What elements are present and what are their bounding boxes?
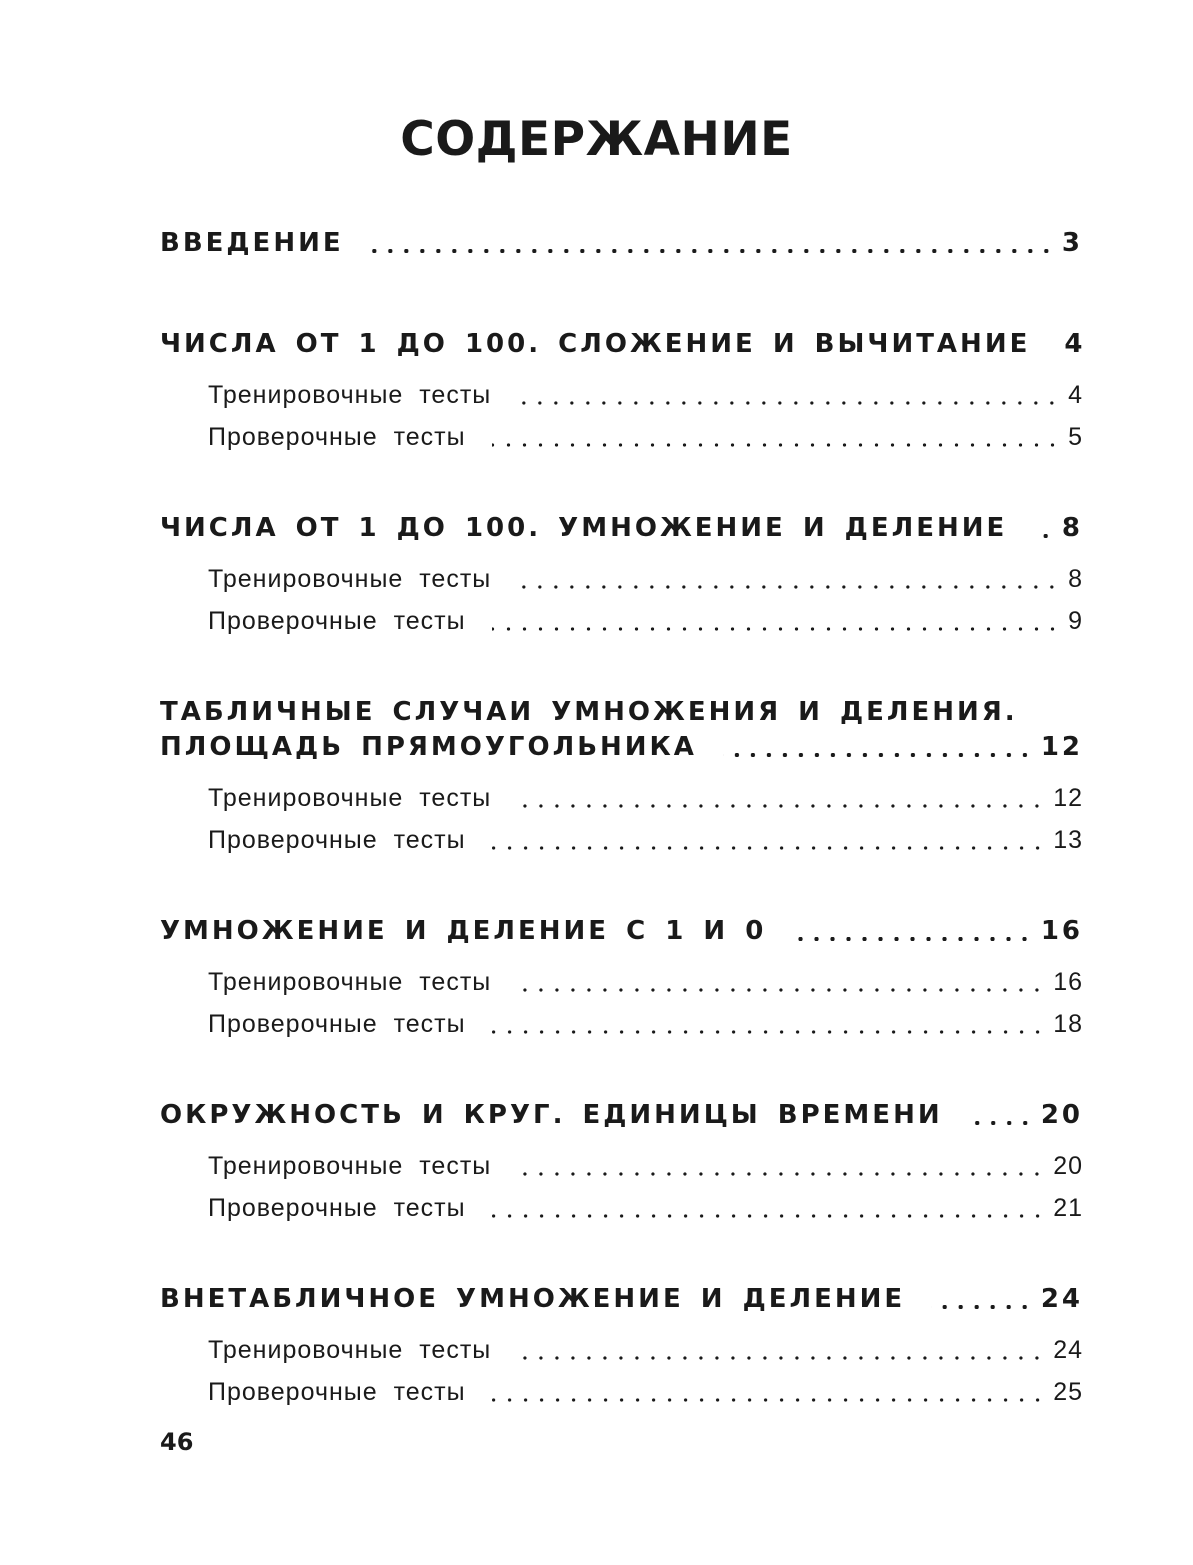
dot-leader <box>492 417 1061 457</box>
dot-leader <box>517 962 1045 1002</box>
toc-entry-intro[interactable] <box>160 223 1083 263</box>
toc-subentry-training[interactable] <box>208 375 1083 415</box>
dot-leader <box>492 1188 1046 1228</box>
toc-subentry-label: Проверочные тесты <box>208 826 492 855</box>
dot-leader <box>492 601 1061 641</box>
toc-subentry-check[interactable] <box>208 1372 1083 1412</box>
dot-leader <box>370 223 1054 263</box>
dot-leader <box>517 1330 1045 1370</box>
toc-section-page: 24 <box>1040 1284 1083 1314</box>
toc-entry-page: 3 <box>1061 228 1083 258</box>
toc-subentry-label: Проверочные тесты <box>208 1194 492 1223</box>
dot-leader <box>931 1279 1033 1319</box>
dot-leader <box>792 911 1033 951</box>
toc-subentry-label: Тренировочные тесты <box>208 381 517 410</box>
toc-subentry-label: Тренировочные тесты <box>208 968 517 997</box>
dot-leader <box>517 1146 1045 1186</box>
toc-section-3-first-line[interactable]: ТАБЛИЧНЫЕ СЛУЧАИ УМНОЖЕНИЯ И ДЕЛЕНИЯ. <box>160 697 1018 727</box>
toc-subentry-label: Тренировочные тесты <box>208 565 517 594</box>
dot-leader <box>492 1372 1046 1412</box>
toc-subentry-page: 8 <box>1068 564 1083 593</box>
toc-subentry-training[interactable] <box>208 962 1083 1002</box>
dot-leader <box>1033 508 1054 548</box>
toc-subentry-page: 21 <box>1053 1193 1083 1222</box>
toc-section-6[interactable] <box>160 1279 1083 1319</box>
toc-subentry-training[interactable] <box>208 1146 1083 1186</box>
page-number: 46 <box>160 1428 194 1456</box>
toc-section-label: ОКРУЖНОСТЬ И КРУГ. ЕДИНИЦЫ ВРЕМЕНИ <box>160 1100 969 1130</box>
toc-section-label: ЧИСЛА ОТ 1 ДО 100. УМНОЖЕНИЕ И ДЕЛЕНИЕ <box>160 513 1033 543</box>
toc-subentry-check[interactable] <box>208 417 1083 457</box>
toc-section-page: 20 <box>1040 1100 1083 1130</box>
toc-section-3[interactable] <box>160 727 1083 767</box>
dot-leader <box>517 559 1060 599</box>
dot-leader <box>492 1004 1046 1044</box>
toc-section-label: ЧИСЛА ОТ 1 ДО 100. СЛОЖЕНИЕ И ВЫЧИТАНИЕ <box>160 329 1056 359</box>
toc-subentry-page: 24 <box>1053 1335 1083 1364</box>
toc-section-page: 12 <box>1040 732 1083 762</box>
dot-leader <box>969 1095 1033 1135</box>
toc-section-page: 8 <box>1061 513 1083 543</box>
toc-subentry-label: Тренировочные тесты <box>208 1152 517 1181</box>
toc-subentry-page: 13 <box>1053 825 1083 854</box>
toc-subentry-page: 16 <box>1053 967 1083 996</box>
toc-section-label: УМНОЖЕНИЕ И ДЕЛЕНИЕ С 1 И 0 <box>160 916 792 946</box>
dot-leader <box>517 375 1060 415</box>
toc-section-4[interactable] <box>160 911 1083 951</box>
toc-subentry-label: Тренировочные тесты <box>208 1336 517 1365</box>
toc-section-1[interactable] <box>160 324 1086 364</box>
toc-subentry-page: 4 <box>1068 380 1083 409</box>
toc-entry-label: ВВЕДЕНИЕ <box>160 228 370 258</box>
dot-leader <box>723 727 1033 767</box>
toc-subentry-label: Проверочные тесты <box>208 607 492 636</box>
toc-subentry-label: Проверочные тесты <box>208 423 492 452</box>
toc-subentry-training[interactable] <box>208 559 1083 599</box>
toc-subentry-check[interactable] <box>208 1004 1083 1044</box>
toc-section-2[interactable] <box>160 508 1083 548</box>
toc-subentry-page: 9 <box>1068 606 1083 635</box>
toc-subentry-label: Проверочные тесты <box>208 1010 492 1039</box>
toc-subentry-page: 25 <box>1053 1377 1083 1406</box>
toc-subentry-training[interactable] <box>208 1330 1083 1370</box>
dot-leader <box>517 778 1045 818</box>
toc-section-page: 16 <box>1040 916 1083 946</box>
toc-subentry-check[interactable] <box>208 820 1083 860</box>
toc-subentry-label: Тренировочные тесты <box>208 784 517 813</box>
toc-section-label: ПЛОЩАДЬ ПРЯМОУГОЛЬНИКА <box>160 732 723 762</box>
toc-section-page: 4 <box>1064 329 1086 359</box>
toc-subentry-check[interactable] <box>208 601 1083 641</box>
toc-section-5[interactable] <box>160 1095 1083 1135</box>
dot-leader <box>492 820 1046 860</box>
toc-subentry-training[interactable] <box>208 778 1083 818</box>
toc-subentry-check[interactable] <box>208 1188 1083 1228</box>
toc-subentry-page: 18 <box>1053 1009 1083 1038</box>
toc-section-label: ВНЕТАБЛИЧНОЕ УМНОЖЕНИЕ И ДЕЛЕНИЕ <box>160 1284 931 1314</box>
toc-subentry-page: 5 <box>1068 422 1083 451</box>
toc-subentry-page: 20 <box>1053 1151 1083 1180</box>
toc-subentry-page: 12 <box>1053 783 1083 812</box>
toc-subentry-label: Проверочные тесты <box>208 1378 492 1407</box>
page-title: СОДЕРЖАНИЕ <box>400 112 793 167</box>
